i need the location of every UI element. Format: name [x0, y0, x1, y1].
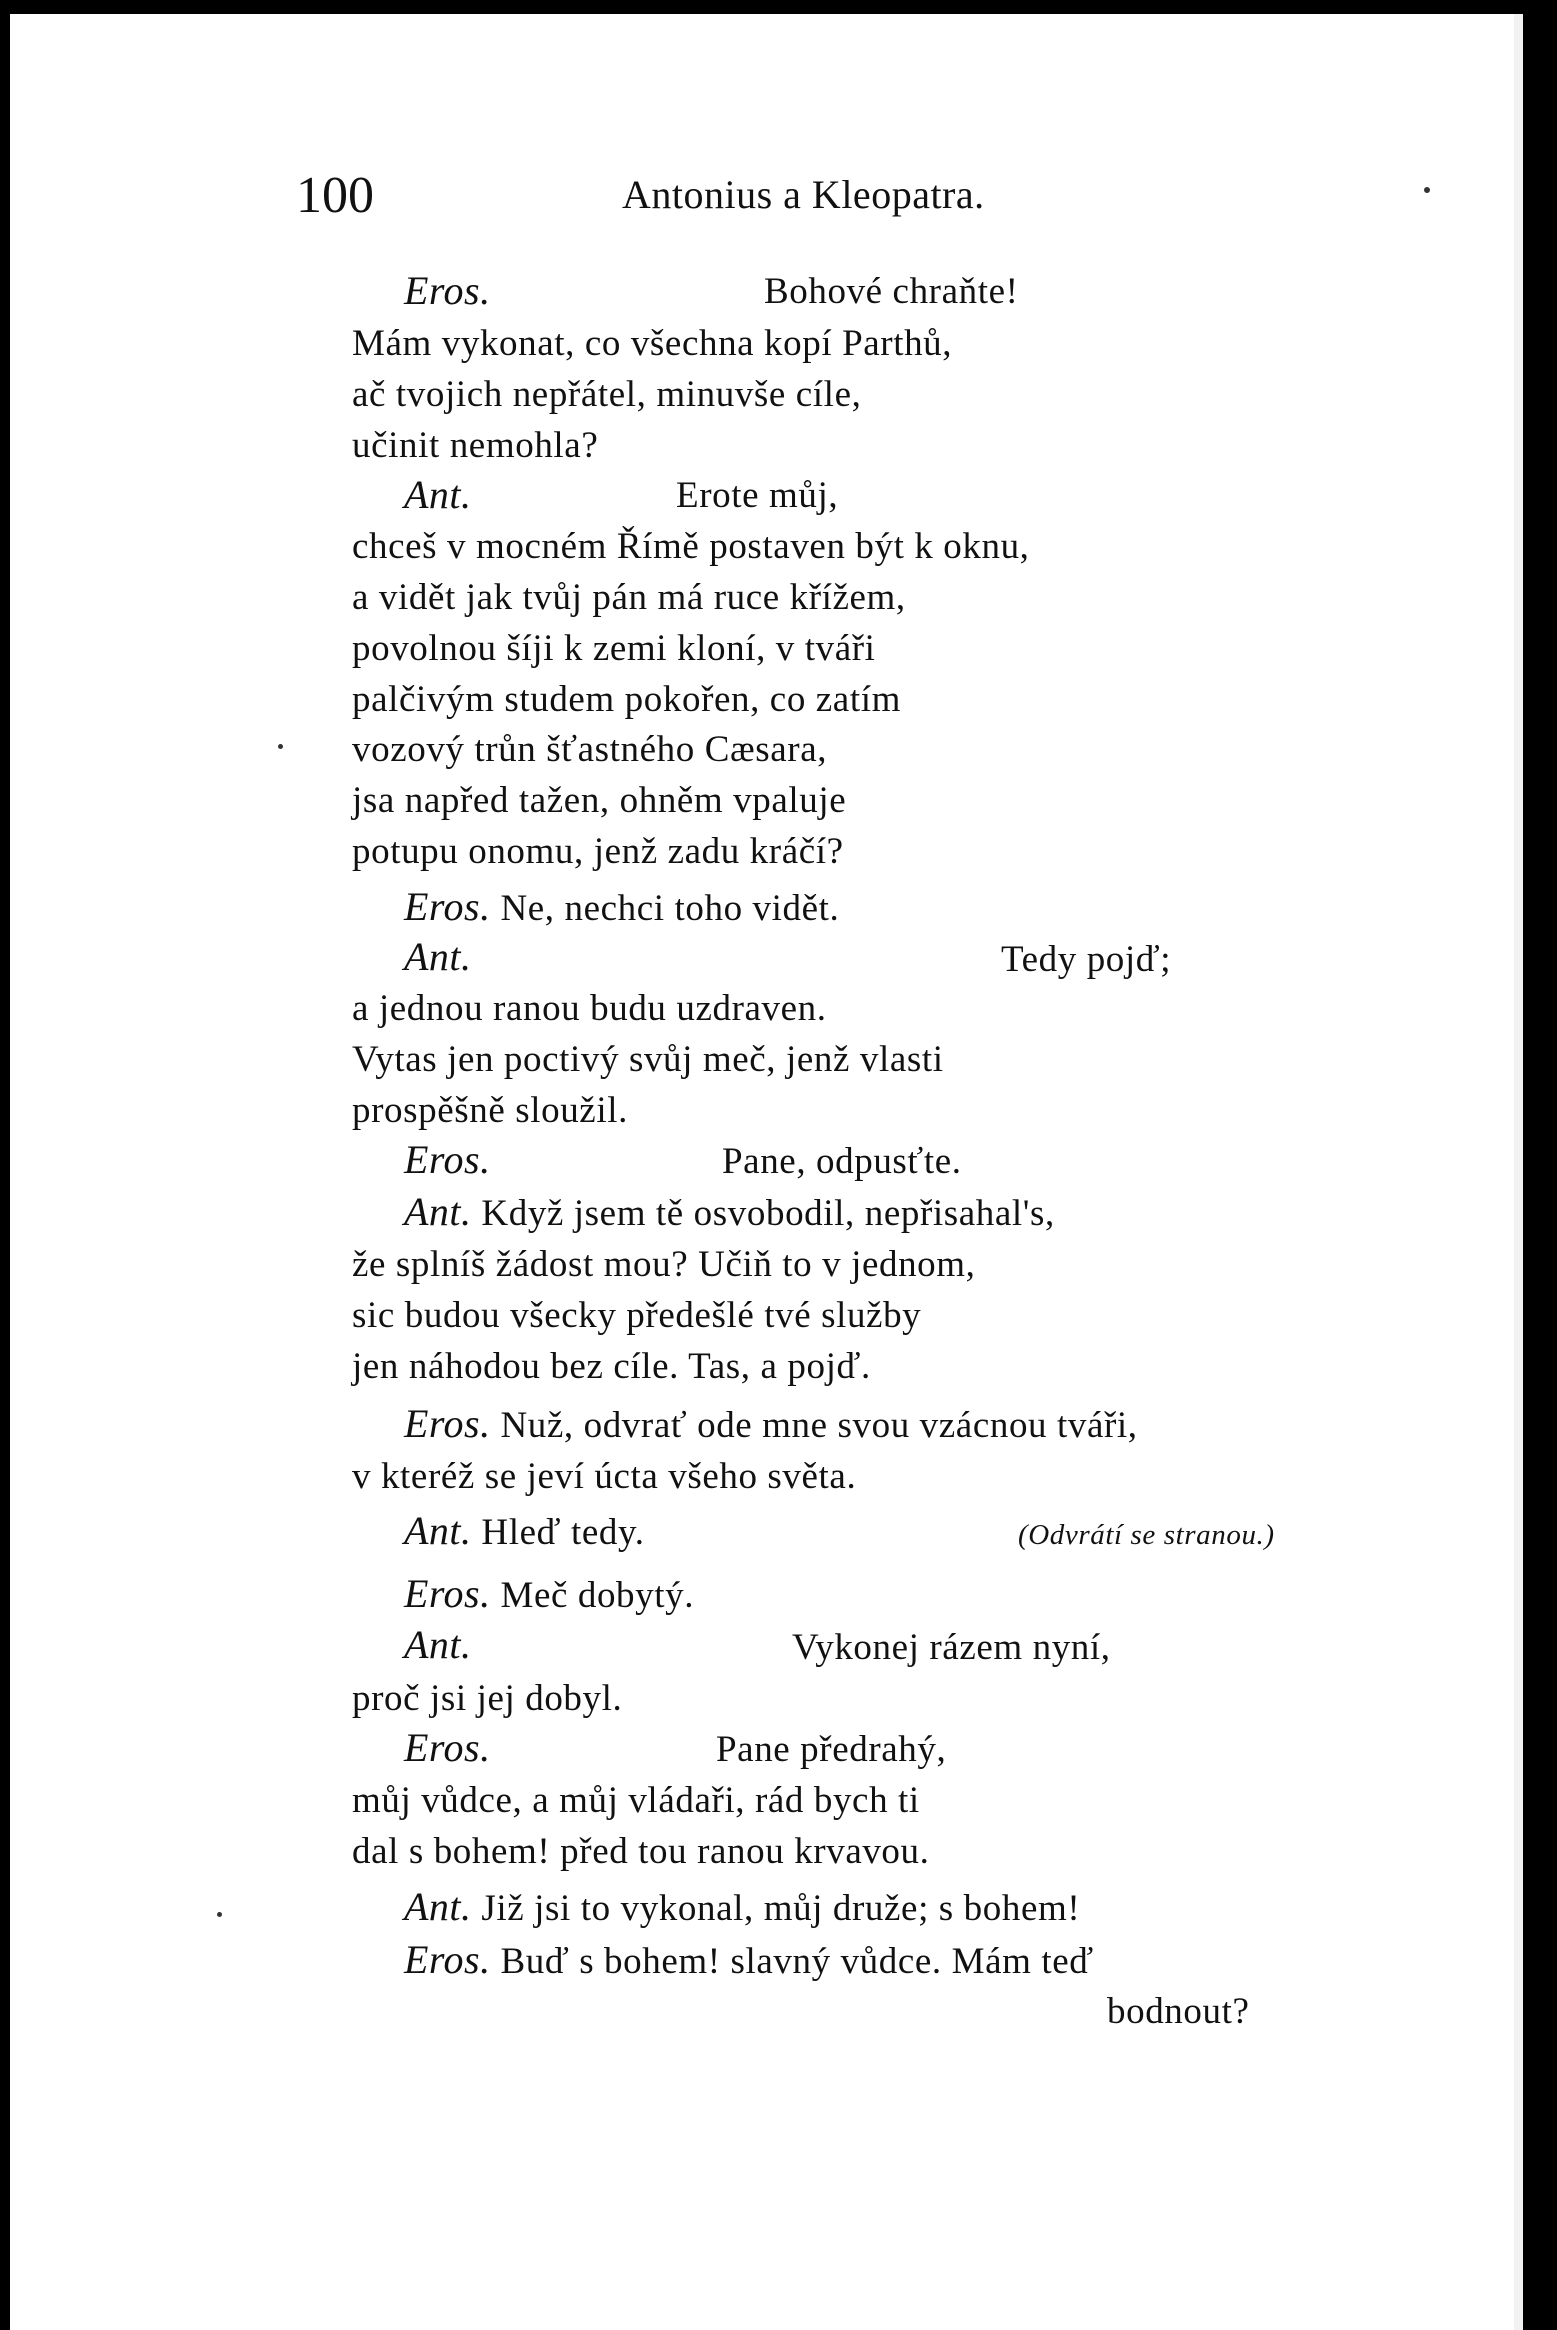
line-text: můj vůdce, a můj vládaři, rád bych ti — [352, 1780, 920, 1821]
verse-line — [404, 884, 840, 929]
verse-line — [352, 681, 901, 718]
verse-line — [1001, 941, 1171, 978]
line-text: proč jsi jej dobyl. — [352, 1678, 623, 1719]
line-text: povolnou šíji k zemi kloní, v tváři — [352, 628, 876, 669]
verse-line — [352, 1458, 856, 1495]
print-speck — [217, 1912, 222, 1917]
line-text: sic budou všecky předešlé tvé služby — [352, 1295, 922, 1336]
line-text: Když jsem tě osvobodil, nepřisahal's, — [481, 1193, 1055, 1234]
speaker-name: Eros. — [404, 1401, 491, 1446]
speaker-name: Eros. — [404, 884, 491, 929]
print-speck — [278, 744, 283, 749]
line-text: že splníš žádost mou? Učiň to v jednom, — [352, 1244, 976, 1285]
verse-line — [676, 477, 838, 514]
line-text: Pane předrahý, — [716, 1729, 947, 1770]
speaker-name: Eros. — [404, 1937, 491, 1982]
verse-line — [352, 528, 1030, 565]
verse-line — [352, 427, 598, 464]
verse-line — [352, 782, 846, 819]
speaker-name: Eros. — [404, 1571, 491, 1616]
verse-line — [352, 376, 861, 413]
verse-line — [404, 1137, 491, 1182]
line-text: Vytas jen poctivý svůj meč, jenž vlasti — [352, 1039, 944, 1080]
speaker-name: Ant. — [404, 1884, 472, 1929]
speaker-name: Eros. — [404, 1725, 491, 1770]
line-text: dal s bohem! před tou ranou krvavou. — [352, 1831, 930, 1872]
verse-line — [722, 1143, 962, 1180]
verse-line — [404, 472, 472, 517]
verse-line — [404, 934, 472, 979]
speaker-name: Ant. — [404, 1622, 472, 1667]
verse-line — [352, 731, 827, 768]
line-text: palčivým studem pokořen, co zatím — [352, 679, 901, 720]
verse-line — [352, 1833, 930, 1870]
verse-line — [792, 1629, 1111, 1666]
speaker-name: Ant. — [404, 472, 472, 517]
verse-line — [404, 1571, 695, 1616]
scan-border-left — [0, 0, 10, 2330]
page-edge — [1514, 14, 1523, 2330]
line-text: Hleď tedy. — [481, 1512, 645, 1553]
verse-line — [716, 1731, 946, 1768]
speaker-name: Eros. — [404, 1137, 491, 1182]
line-text: Bohové chraňte! — [764, 271, 1019, 312]
verse-line — [764, 273, 1019, 310]
line-text: Nuž, odvrať ode mne svou vzácnou tváři, — [500, 1405, 1138, 1446]
page-number: 100 — [296, 167, 374, 224]
line-text: chceš v mocném Římě postaven být k oknu, — [352, 526, 1030, 567]
line-text: prospěšně sloužil. — [352, 1090, 628, 1131]
verse-line — [352, 1092, 628, 1129]
verse-line — [352, 990, 827, 1027]
verse-line — [352, 630, 876, 667]
speaker-name: Ant. — [404, 1189, 472, 1234]
speaker-name: Ant. — [404, 934, 472, 979]
verse-line — [404, 1189, 1055, 1234]
speaker-name: Ant. — [404, 1508, 472, 1553]
line-text: Pane, odpusťte. — [722, 1141, 962, 1182]
verse-line — [352, 1782, 920, 1819]
speaker-name: Eros. — [404, 268, 491, 313]
line-text: a jednou ranou budu uzdraven. — [352, 988, 827, 1029]
verse-line — [404, 1508, 645, 1553]
scan-border-top — [0, 0, 1557, 14]
line-text: Meč dobytý. — [500, 1575, 695, 1616]
line-text: Vykonej rázem nyní, — [792, 1627, 1111, 1668]
line-text: v kteréž se jeví úcta všeho světa. — [352, 1456, 857, 1497]
line-text: Tedy pojď; — [1001, 939, 1172, 980]
verse-line — [404, 1884, 1081, 1929]
line-text: Erote můj, — [676, 475, 839, 516]
line-text: Již jsi to vykonal, můj druže; s bohem! — [481, 1888, 1081, 1929]
line-text: jsa napřed tažen, ohněm vpaluje — [352, 780, 847, 821]
line-text: Mám vykonat, co všechna kopí Parthů, — [352, 323, 953, 364]
verse-line — [404, 1937, 1094, 1982]
line-text: potupu onomu, jenž zadu kráčí? — [352, 831, 844, 872]
scan-border-right — [1523, 0, 1557, 2330]
verse-line — [404, 268, 491, 313]
verse-line — [352, 1297, 921, 1334]
verse-line — [1107, 1993, 1250, 2030]
verse-line — [352, 1041, 944, 1078]
line-text: ač tvojich nepřátel, minuvše cíle, — [352, 374, 862, 415]
stage-direction: (Odvrátí se stranou.) — [1018, 1519, 1275, 1551]
line-text: a vidět jak tvůj pán má ruce křížem, — [352, 577, 906, 618]
verse-line — [352, 833, 844, 870]
line-text: Buď s bohem! slavný vůdce. Mám teď — [500, 1941, 1094, 1982]
verse-line — [404, 1725, 491, 1770]
verse-line — [352, 325, 952, 362]
line-text: jen náhodou bez cíle. Tas, a pojď. — [352, 1346, 871, 1387]
verse-line — [352, 1348, 871, 1385]
verse-line — [404, 1401, 1138, 1446]
running-title: Antonius a Kleopatra. — [622, 172, 985, 217]
line-text: Ne, nechci toho vidět. — [500, 888, 840, 929]
verse-line — [352, 1680, 622, 1717]
verse-line — [352, 579, 906, 616]
print-speck — [1424, 187, 1430, 193]
line-text: učinit nemohla? — [352, 425, 599, 466]
verse-line — [352, 1246, 976, 1283]
line-text: bodnout? — [1107, 1991, 1250, 2032]
line-text: vozový trůn šťastného Cæsara, — [352, 729, 828, 770]
verse-line — [404, 1622, 472, 1667]
